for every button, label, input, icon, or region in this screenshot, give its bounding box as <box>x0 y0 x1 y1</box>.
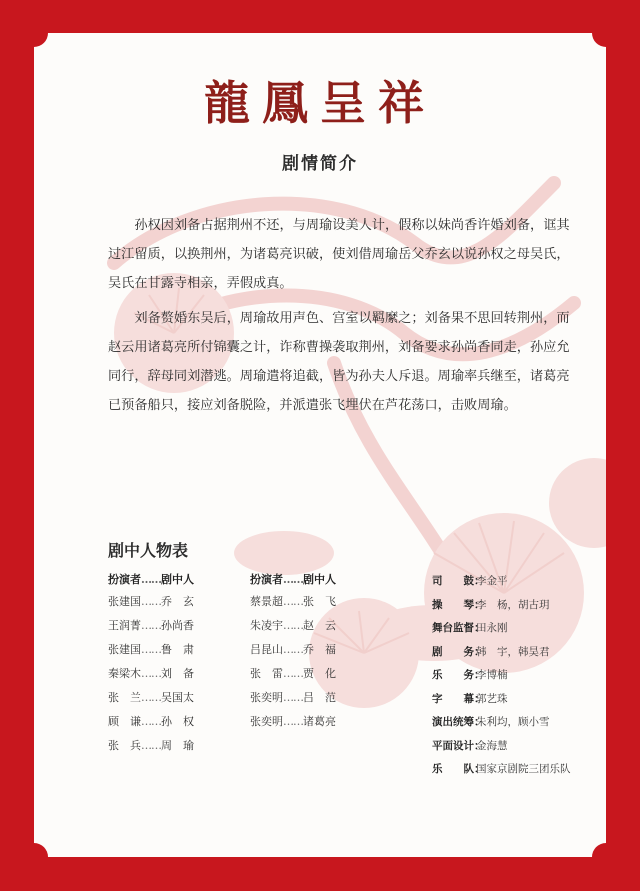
cast-row: 王润菁……孙尚香 <box>108 619 194 632</box>
crew-row: 演出统筹：朱利均，顾小雪 <box>432 716 550 728</box>
crew-row: 司 鼓：李金平 <box>432 575 508 587</box>
cast-list-heading: 剧中人物表 <box>108 541 189 560</box>
cast-column-right <box>250 570 400 734</box>
cast-row: 张奕明……吕 范 <box>250 691 336 704</box>
synopsis-heading: 剧情简介 <box>282 154 358 174</box>
cast-column-left <box>108 570 258 758</box>
cast-row: 秦梁木……刘 备 <box>108 667 194 680</box>
crew-row: 平面设计：金海慧 <box>432 739 508 752</box>
cast-row: 张 兰……吴国太 <box>108 691 194 704</box>
cast-row: 蔡景超……张 飞 <box>250 595 336 608</box>
synopsis-text <box>108 211 578 426</box>
cast-header: 扮演者……剧中人 <box>108 573 194 586</box>
crew-row: 操 琴：李 杨，胡古玥 <box>432 598 550 611</box>
cast-row: 张奕明……诸葛亮 <box>250 715 336 728</box>
crew-row: 剧 务：韩 宇，韩昊君 <box>432 645 550 658</box>
crew-row: 乐 务：李博楠 <box>432 669 508 681</box>
crew-row: 字 幕：郭艺珠 <box>432 692 508 705</box>
cast-row: 张 雷……贾 化 <box>250 667 336 680</box>
cast-header: 扮演者……剧中人 <box>250 573 336 586</box>
cast-row: 吕昆山……乔 福 <box>250 643 336 656</box>
cast-row: 张建国……鲁 肃 <box>108 643 194 656</box>
crew-list <box>432 570 571 782</box>
synopsis-paragraph: 刘备赘婚东吴后，周瑜故用声色、宫室以羁縻之；刘备果不思回转荆州，而赵云用诸葛亮所付锦囊之计，诈称曹操袭取荆州，刘备要求孙尚香同走，孙应允同行，辞母同刘潜逃。周瑜遣将追截，皆为孙夫人斥退。周瑜率兵继至，诸葛亮已预备船只，接应刘备脱险，并派遣张飞埋伏在芦花荡口，击败周瑜。 <box>108 311 570 413</box>
crew-row: 舞台监督：田永刚 <box>432 622 508 634</box>
program-card <box>34 33 606 857</box>
crew-row: 乐 队：国家京剧院三团乐队 <box>432 763 571 775</box>
cast-row: 顾 谦……孙 权 <box>108 715 194 728</box>
synopsis-paragraph: 孙权因刘备占据荆州不还，与周瑜设美人计，假称以妹尚香许婚刘备，诓其过江留质，以换荆州，为诸葛亮识破，使刘借周瑜岳父乔玄以说孙权之母吴氏，吴氏在甘露寺相亲，弄假成真。 <box>108 218 570 291</box>
page-title: 龍鳳呈祥 <box>204 76 436 130</box>
cast-row: 朱凌宇……赵 云 <box>250 619 336 632</box>
cast-row: 张建国……乔 玄 <box>108 595 194 608</box>
cast-row: 张 兵……周 瑜 <box>108 739 194 752</box>
